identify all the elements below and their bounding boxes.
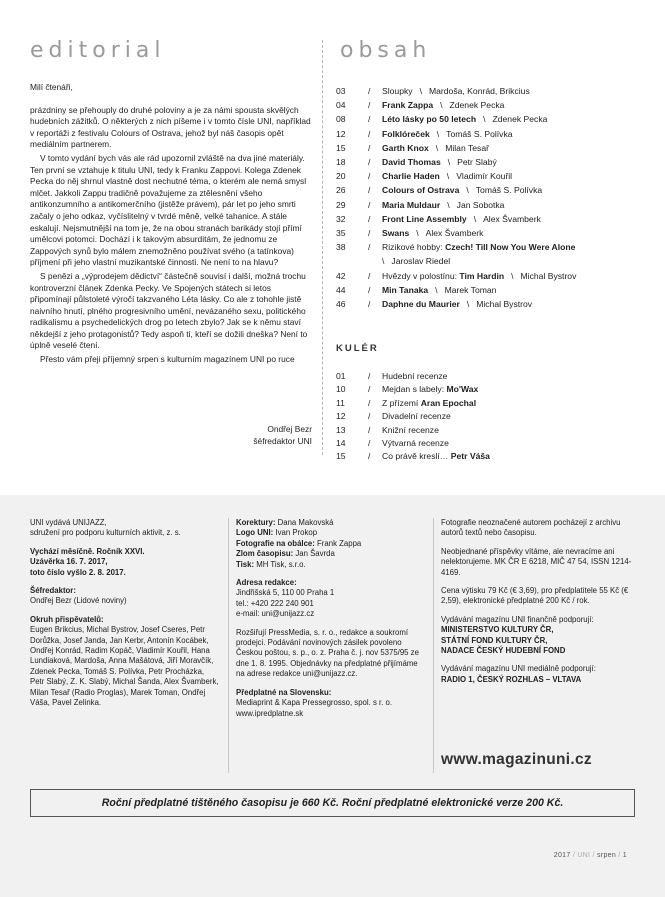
proofreading: Dana Makovská [277,518,334,527]
toc-author: Jaroslav Riedel [391,256,451,267]
footer-magazine: UNI [577,852,591,859]
kuler-strong: Aran Epochal [420,397,477,408]
toc-item[interactable]: 35 / Swans \ Alex Švamberk [336,226,636,240]
toc-author: Tomáš S. Polívka [446,128,513,139]
toc-item[interactable]: 15 / Garth Knox \ Milan Tesař [336,141,636,155]
editor-name: Ondřej Bezr (Lidové noviny) [30,596,127,606]
toc-item[interactable]: 12 / Folklóreček \ Tomáš S. Polívka [336,127,636,141]
sponsor: NADACE ČESKÝ HUDEBNÍ FOND [441,646,566,656]
toc-page: 08 [336,114,346,125]
toc-title: Maria Muldaur [382,199,441,210]
kuler-heading: KULÉR [336,343,379,354]
toc-author: Marek Toman [444,284,497,295]
toc-page: 12 [336,128,346,139]
kuler-strong: Petr Váša [450,451,490,462]
slovak-subscription-label: Předplatné na Slovensku: [236,687,332,697]
toc-item[interactable]: 08 / Léto lásky po 50 letech \ Zdenek Pecka [336,112,636,126]
print-label: Tisk: [236,559,255,569]
editorial-paragraph: Přesto vám přeji příjemný srpen s kulturním magazínem UNI po ruce [40,354,295,365]
toc-author: Mardoša, Konrád, Brikcius [428,86,530,96]
toc-page: 20 [336,171,346,182]
kuler-item[interactable]: 01 / Hudební recenze [336,370,636,383]
column-divider [322,40,323,455]
toc-author: Alex Švamberk [483,213,541,224]
toc-author: Vladimír Kouřil [456,171,513,182]
impressum-divider [228,518,229,773]
footer-page-number: 1 [622,852,627,859]
kuler-label: Hudební recenze [382,371,448,381]
toc-title: David Thomas [382,157,441,168]
kuler-item[interactable]: 11 / Z přízemí Aran Epochal [336,397,636,410]
footer-year: 2017 [553,852,571,859]
kuler-label: Z přízemí [382,397,419,408]
toc-page: 15 [336,142,346,153]
toc-page: 44 [336,284,346,295]
editorial-text [30,82,312,366]
editorial-heading: editorial [30,38,166,63]
toc-prefix: Rizikové hobby: [382,242,443,253]
layout-author: Jan Šavrda [295,549,335,559]
toc-item[interactable]: 04 / Frank Zappa \ Zdenek Pecka [336,98,636,112]
toc-title: Léto lásky po 50 letech [382,114,477,125]
signature-role: šéfredaktor UNI [253,436,312,446]
contributors-label: Okruh přispěvatelů: [30,614,104,624]
toc-title: Sloupky [382,86,413,96]
kuler-label: Mejdan s labely: [382,384,445,395]
kuler-label: Knižní recenze [382,424,439,435]
toc-author: Petr Slabý [457,157,497,168]
price-info: Cena výtisku 79 Kč (€ 3,69), pro předplatitele 55 Kč (€ 2,59), elektronické předplatné 200 Kč / rok. [441,586,629,606]
logo-author: Ivan Prokop [275,528,318,538]
toc-prefix: Hvězdy v polostínu: [382,270,457,281]
toc-item[interactable]: 18 / David Thomas \ Petr Slabý [336,155,636,169]
toc-page: 26 [336,185,346,196]
toc-page: 32 [336,213,346,224]
media-partners: RADIO 1, ČESKÝ ROZHLAS – VLTAVA [441,674,582,684]
toc-item[interactable]: 38 / Rizikové hobby: Czech! Till Now You Were Alone [336,240,636,254]
cover-photo-label: Fotografie na obálce: [236,538,315,548]
toc-item[interactable]: 29 / Maria Muldaur \ Jan Sobotka [336,198,636,212]
photo-credits: Fotografie neoznačené autorem pocházejí z archivu autorů textů nebo časopisu. [441,518,621,538]
contributors-list: Eugen Brikcius, Michal Bystrov, Josef Cseres, Petr Dorůžka, Josef Janda, Jan Kerbr, Antonín Kocábek, Ondřej Konrád, Radim Kopáč, Vladimír Kouřil, Hana Lundiaková, Mardoša, Anna Mašátová, Jiří Moravčík, Zdenek Pecka, Tomáš S. Polívka, Petr Procházka, Petr Slabý, Z. K. Slabý, Michal Šanda, Alex Švamberk, Milan Tesař (Radio Proglas), Marek Toman, Ondřej Váša, Pavel Zelinka. [30,625,219,708]
toc-page: 42 [336,270,346,281]
subscription-banner: Roční předplatné tištěného časopisu je 660 Kč. Roční předplatné elektronické verze 200 Kč. [30,789,635,817]
toc-title: Front Line Assembly [382,213,467,224]
page-footer: 2017 / UNI / srpen / 1 [553,852,627,859]
toc-title: Swans [382,228,410,239]
toc-author: Alex Švamberk [425,228,484,239]
kuler-page: 15 [336,451,346,462]
sponsor: MINISTERSTVO KULTURY ČR, [441,625,554,635]
kuler-label: Výtvarná recenze [382,438,449,449]
kuler-list [336,370,636,464]
toc-item[interactable]: 03 / Sloupky \ Mardoša, Konrád, Brikcius [336,84,636,98]
phone: tel.: +420 222 240 901 [236,598,314,608]
slovak-subscription: Mediaprint & Kapa Pressegrosso, spol. s r. o. www.ipredplatne.sk [236,698,393,718]
website-link[interactable]: www.magazinuni.cz [441,751,592,768]
sponsor: STÁTNÍ FOND KULTURY ČR, [441,635,548,645]
submissions-note: Neobjednané příspěvky vítáme, ale nevracíme ani nelektorujeme. MK ČR E 6218, MIČ 47 54, ISSN 1214-4169. [441,546,632,577]
toc-title: Czech! Till Now You Were Alone [445,242,576,253]
signature-name: Ondřej Bezr [267,424,312,434]
kuler-label: Co právě kreslí… [382,451,449,462]
toc-title: Folklóreček [382,128,430,139]
toc-item[interactable]: 44 / Min Tanaka \ Marek Toman [336,283,636,297]
deadline: Uzávěrka 16. 7. 2017, [30,557,108,567]
contents-heading: obsah [340,38,432,63]
editorial-greeting: Milí čtenáři, [30,82,73,92]
financial-support-label: Vydávání magazínu UNI finančně podporují: [441,614,594,624]
table-of-contents [336,84,636,311]
toc-page: 46 [336,299,346,310]
frequency: Vychází měsíčně. Ročník XXVI. [30,546,145,556]
toc-title: Frank Zappa [382,100,434,111]
toc-page: 04 [336,100,346,111]
toc-title: Charlie Haden [382,171,440,182]
publisher-sub: sdružení pro podporu kulturních aktivit, z. s. [30,528,181,538]
toc-title: Daphne du Maurier [382,299,460,310]
toc-title: Garth Knox [382,142,429,153]
toc-title: Colours of Ostrava [382,185,460,196]
impressum-column-1 [30,518,220,717]
toc-title: Min Tanaka [382,284,429,295]
toc-author: Milan Tesař [445,142,489,153]
toc-item-continued: \ Jaroslav Riedel [336,254,636,268]
kuler-item[interactable]: 13 / Knižní recenze [336,424,636,437]
issue-date: toto číslo vyšlo 2. 8. 2017. [30,567,126,577]
toc-item[interactable]: 20 / Charlie Haden \ Vladimír Kouřil [336,169,636,183]
impressum-divider [433,518,434,773]
kuler-page: 01 [336,371,346,381]
impressum-column-3 [441,518,637,693]
kuler-page: 13 [336,424,346,435]
toc-page: 38 [336,242,346,253]
footer-month: srpen [597,852,617,859]
toc-author: Tomáš S. Polívka [475,185,543,196]
toc-item[interactable]: 46 / Daphne du Maurier \ Michal Bystrov [336,297,636,311]
publisher: UNI vydává UNIJAZZ, [30,518,107,527]
editorial-paragraph: S penězi a „výprodejem dědictví“ částečně souvisí i další, možná trochu kontroverzní článek Zdenka Pecky. Ve Spojených státech si letos připomínají půlstoleté výročí takzvaného Léta lásky. Co ale z tohohle jistě naivního hnutí, plného progresivního umění, nevázaného sexu, politického radikalismu a psychedelických drog po letech zbylo? Jak se k němu staví někdejší z jeho protagonistů? Tedy aspoň ti, kteří se dožili dneška? Není to úplně veselé čtení. [30,270,308,351]
toc-page: 35 [336,228,346,239]
kuler-item[interactable]: 10 / Mejdan s labely: Mo'Wax [336,383,636,396]
kuler-page: 10 [336,384,346,395]
layout-label: Zlom časopisu: [236,549,294,559]
toc-author: Jan Sobotka [456,199,505,210]
toc-page: 29 [336,199,346,210]
print: MH Tisk, s.r.o. [256,559,306,569]
toc-author: Michal Bystrov [476,299,533,310]
toc-page: 18 [336,157,346,168]
toc-author: Zdenek Pecka [492,114,548,125]
toc-item[interactable]: 26 / Colours of Ostrava \ Tomáš S. Polívka [336,183,636,197]
toc-item[interactable]: 42 / Hvězdy v polostínu: Tim Hardin \ Michal Bystrov [336,269,636,283]
kuler-label: Divadelní recenze [382,411,451,422]
impressum-column-2 [236,518,424,727]
toc-title: Tim Hardin [459,270,505,281]
address-label: Adresa redakce: [236,578,297,588]
editorial-signature [30,423,312,447]
editorial-paragraph: V tomto vydání bych vás ale rád upozornil zvláště na dva jiné materiály. Ten první se vztahuje k titulu UNI, tedy k Franku Zappovi. Kolega Zdenek Pecka do něj shrnul vlastně dost nechutné téma, o kterém ale nemá smysl mlčet. Jakkoli Zappu tradičně považujeme za ztělesnění všeho antikonzumního a antikomerčního (jistěže právem), pár let po jeho smrti začaly o jeho odkaz, vyčíslitelný v tvrdé měně, velké tahanice. A stále eskalují. Nejsmutnější na tom je, že na obou stranách barikády stojí přímí umělcovi potomci. Dochází i k takovým absurditám, že jednomu ze Zappových synů bylo málem znemožněno používat svého (a tatínkova) příjmení při jeho vlastní muzikantské činnosti. Ne není to na hlavu? [30,152,307,268]
distribution-text: Rozšiřují PressMedia, s. r. o., redakce a soukromí prodejci. Podávání novinových zásilek povoleno Českou poštou, s. p., o. z. Praha č. j. nov 5375/95 ze dne 1. 8. 1995. Objednávky na předplatné přijímáme na adrese redakce uni@unijazz.cz. [236,627,419,679]
email-link[interactable]: e-mail: uni@unijazz.cz [236,609,315,619]
kuler-strong: Mo'Wax [446,384,479,395]
media-support-label: Vydávání magazínu UNI mediálně podporují: [441,664,596,674]
logo-label: Logo UNI: [236,528,274,538]
kuler-page: 14 [336,438,346,449]
kuler-item[interactable]: 14 / Výtvarná recenze [336,437,636,450]
cover-photo: Frank Zappa [317,538,362,548]
address: Jindřišská 5, 110 00 Praha 1 [236,588,335,598]
toc-author: Zdenek Pecka [449,100,505,111]
editorial-paragraph: prázdniny se přehouply do druhé poloviny a je za námi spousta skvělých hudebních zážitků. O některých z nich píšeme i v tomto čísle UNI, například v reportáži z festivalu Colours of Ostrava, jehož byl náš časopis opět mediálním partnerem. [30,104,311,150]
kuler-item[interactable]: 12 / Divadelní recenze [336,410,636,423]
toc-item[interactable]: 32 / Front Line Assembly \ Alex Švamberk [336,212,636,226]
kuler-page: 11 [336,397,345,408]
kuler-page: 12 [336,411,346,422]
editor-label: Šéfredaktor: [30,586,76,596]
toc-page: 03 [336,86,346,96]
kuler-item[interactable]: 15 / Co právě kreslí… Petr Váša [336,450,636,463]
proofreading-label: Korektury: [236,518,276,527]
toc-author: Michal Bystrov [520,270,577,281]
